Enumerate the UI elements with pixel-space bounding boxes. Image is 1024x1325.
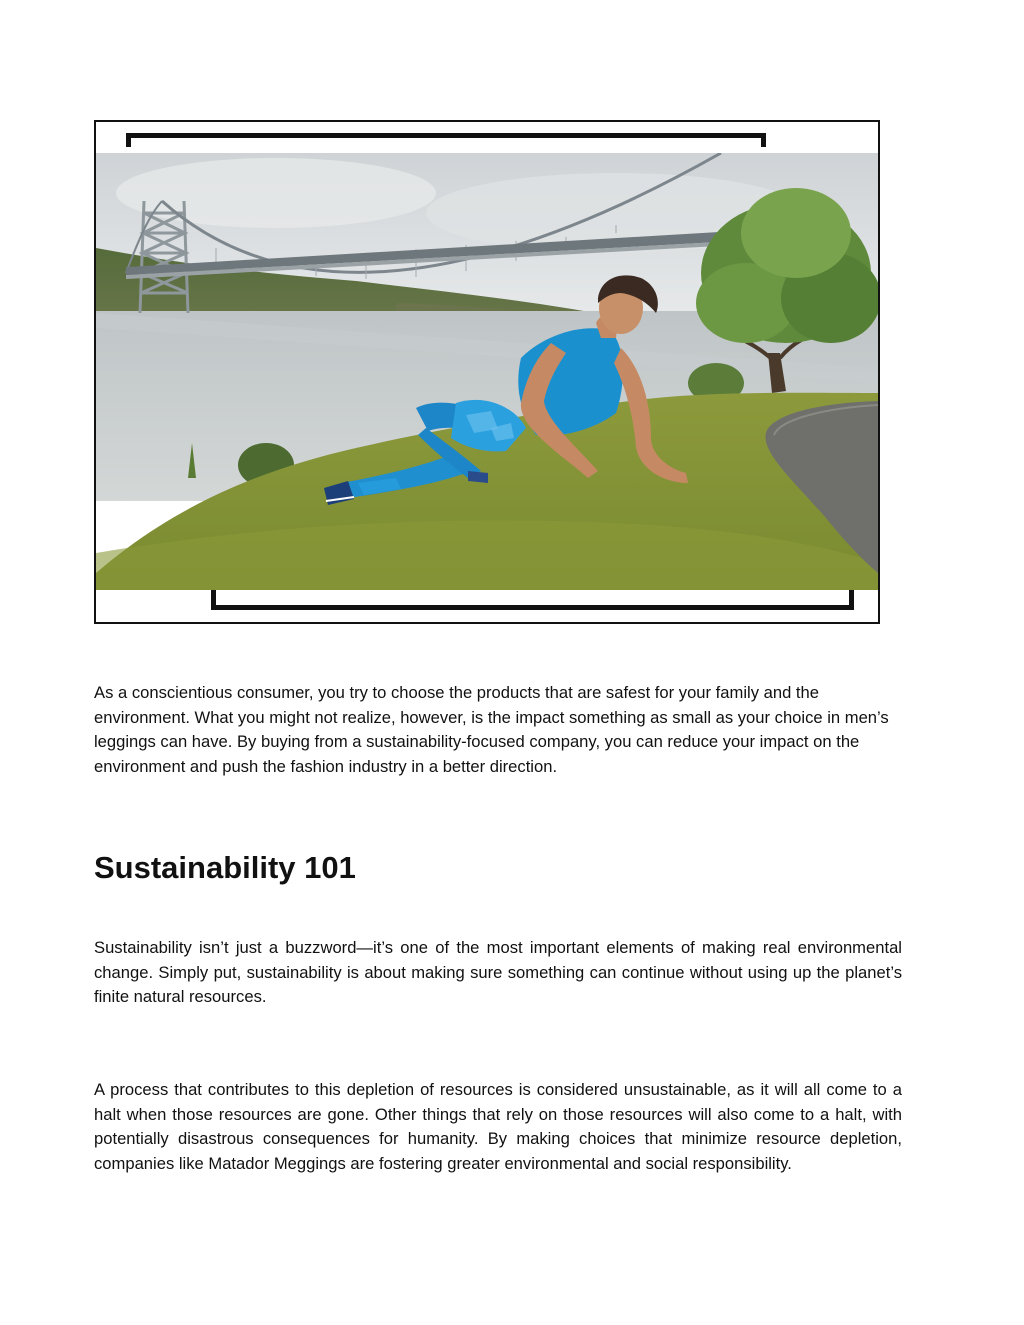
- body-paragraph-2: A process that contributes to this depletion of resources is considered unsustainable, as it will all come to a halt when those resources are gone. Other things that rely on those resources will also come to a halt, with potentially disastrous consequences for humanity. By making choices that minimize resource depletion, companies like Matador Meggings are fostering greater environmental and social responsibility.: [94, 1080, 902, 1173]
- hero-figure: [94, 120, 880, 624]
- decorative-bracket-top: [126, 133, 766, 147]
- decorative-bracket-bottom: [211, 590, 854, 610]
- hero-photo: [96, 153, 878, 590]
- body-paragraph-1: Sustainability isn’t just a buzzword—it’s one of the most important elements of making real environmental change. Simply put, sustainability is about making sure something can continue without using up the planet’s finite natural resources.: [94, 938, 902, 1006]
- section-heading: Sustainability 101: [94, 850, 356, 885]
- intro-paragraph: As a conscientious consumer, you try to choose the products that are safest for your family and the environment. What you might not realize, however, is the impact something as small as your choice in men’s leggings can have. By buying from a sustainability-focused company, you can reduce your impact on the environment and push the fashion industry in a better direction.: [94, 683, 889, 776]
